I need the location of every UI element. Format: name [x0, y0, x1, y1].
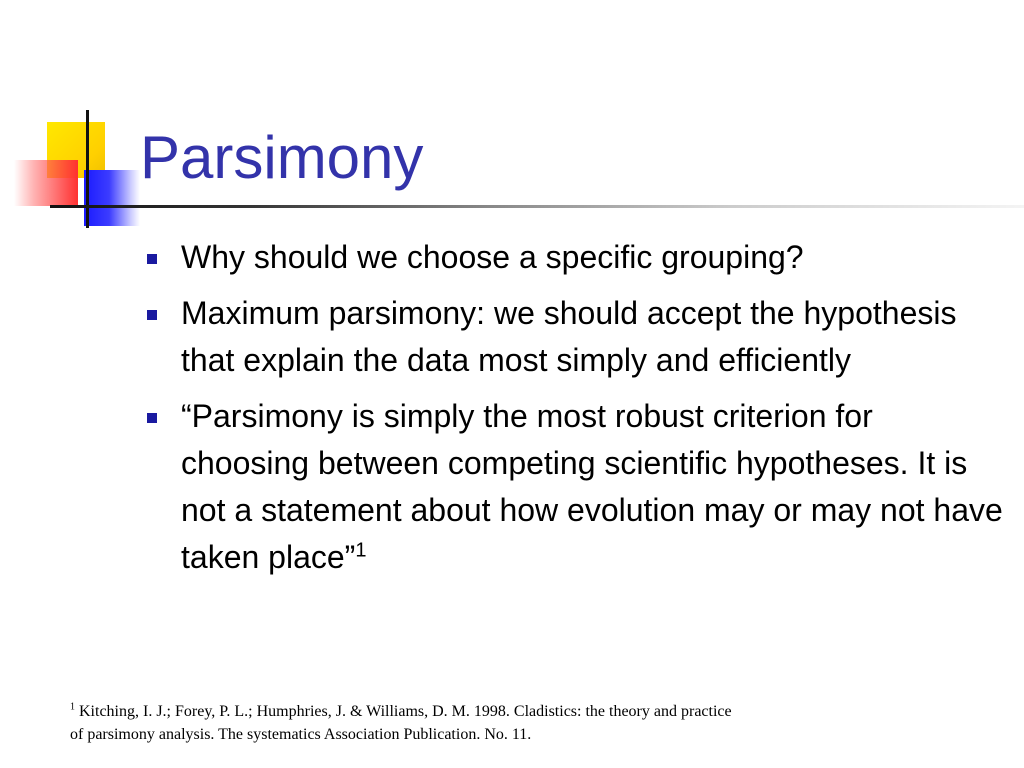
red-square-decoration — [14, 160, 78, 206]
bullet-text: Maximum parsimony: we should accept the hypothesis that explain the data most simply and efficiently — [181, 295, 957, 378]
square-bullet-icon — [147, 413, 157, 423]
title-underline-rule — [50, 205, 1024, 208]
bullet-text: “Parsimony is simply the most robust criterion for choosing between competing scientific hypotheses. It is not a statement about how evolution may or may not have taken place” — [181, 398, 1003, 575]
footnote-line-2: of parsimony analysis. The systematics Association Publication. No. 11. — [70, 726, 532, 743]
vertical-rule-decoration — [86, 110, 89, 228]
bullet-item — [146, 234, 1006, 281]
footnote-marker: 1 — [70, 701, 75, 713]
bullet-text: Why should we choose a specific grouping? — [181, 239, 804, 275]
footnote-text-1: Kitching, I. J.; Forey, P. L.; Humphries, J. & Williams, D. M. 1998. Cladistics: the theory and practice — [79, 703, 732, 720]
bullet-list — [146, 234, 1006, 590]
slide-title: Parsimony — [140, 124, 424, 191]
bullet-item — [146, 393, 1006, 581]
footnote — [70, 700, 970, 746]
footnote-line-1 — [70, 700, 970, 723]
blue-square-decoration — [84, 170, 140, 226]
square-bullet-icon — [147, 254, 157, 264]
footnote-reference: 1 — [355, 539, 367, 562]
square-bullet-icon — [147, 310, 157, 320]
bullet-item — [146, 290, 1006, 384]
